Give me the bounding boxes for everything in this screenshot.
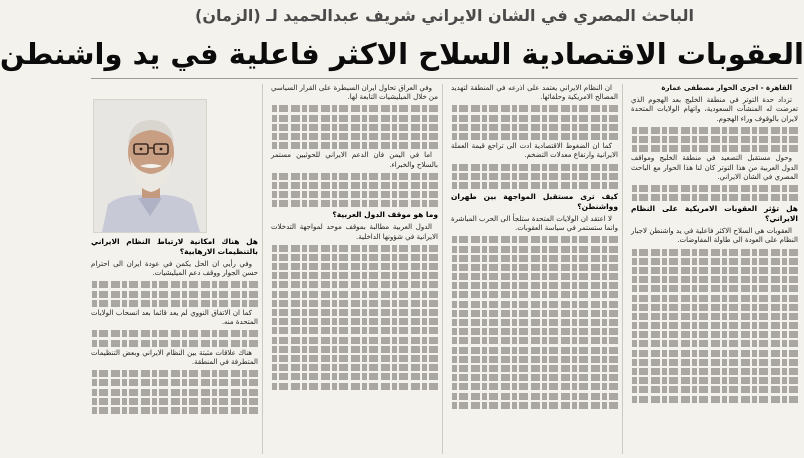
article-column-1 xyxy=(631,84,798,454)
text-line xyxy=(91,379,258,386)
text-line xyxy=(451,347,618,354)
text-line xyxy=(631,285,798,292)
text-line xyxy=(451,383,618,390)
text-line xyxy=(271,191,438,198)
text-line xyxy=(271,263,438,270)
paragraph: لا اعتقد ان الولايات المتحدة ستلجأ الى الحرب المباشرة وانما ستستمر في سياسة العقوبات. xyxy=(451,214,618,233)
paragraph: وفي العراق تحاول ايران السيطرة على القرار السياسي من خلال الميليشيات التابعة لها. xyxy=(271,84,438,102)
text-line xyxy=(451,319,618,326)
text-line xyxy=(451,236,618,243)
text-line xyxy=(451,255,618,262)
text-line xyxy=(451,374,618,381)
portrait-illustration xyxy=(94,100,206,232)
paragraph: العقوبات هي السلاح الاكثر فاعلية في يد واشنطن لاجبار النظام على العودة الى طاولة المفاوضات. xyxy=(631,227,798,245)
text-line xyxy=(631,340,798,347)
text-line xyxy=(91,330,258,337)
text-line xyxy=(451,164,618,171)
text-line xyxy=(631,276,798,283)
text-line xyxy=(451,173,618,180)
text-line xyxy=(451,310,618,317)
paragraph: تزداد حدة التوتر في منطقة الخليج بعد الهجوم الذي تعرضت له المنشآت السعودية، واتهام الولايات المتحدة لايران بالوقوف وراء الهجوم. xyxy=(631,96,798,123)
text-line xyxy=(631,322,798,329)
interview-question: هل تؤثر العقوبات الامريكية على النظام الايراني؟ xyxy=(631,204,798,224)
text-line xyxy=(631,185,798,192)
paragraph: وحول مستقبل التصعيد في منطقة الخليج ومواقف الدول العربية من هذا التوتر كان لنا هذا الحوار مع الباحث المصري في الشان الايراني. xyxy=(631,154,798,181)
text-line xyxy=(631,368,798,375)
text-line xyxy=(631,331,798,338)
text-line xyxy=(271,291,438,298)
text-line xyxy=(271,115,438,122)
paragraph: كما ان الضغوط الاقتصادية ادت الى تراجع قيمة العملة الايرانية وارتفاع معدلات التضخم. xyxy=(451,142,618,160)
text-line xyxy=(451,365,618,372)
text-line xyxy=(631,145,798,152)
text-line xyxy=(271,182,438,189)
text-line xyxy=(451,356,618,363)
text-line xyxy=(271,173,438,180)
interview-question: وما هو موقف الدول العربية؟ xyxy=(332,210,438,220)
text-line xyxy=(631,359,798,366)
text-line xyxy=(451,105,618,112)
text-line xyxy=(631,249,798,256)
paragraph: وفي رأيي ان الحل يكمن في عودة ايران الى احترام حسن الجوار ووقف دعم الميليشيات. xyxy=(91,260,258,278)
text-line xyxy=(271,346,438,353)
text-line xyxy=(91,389,258,396)
text-line xyxy=(631,313,798,320)
text-line xyxy=(91,340,258,347)
text-line xyxy=(271,105,438,112)
paragraph: هناك علاقات مثبتة بين النظام الايراني وبعض التنظيمات المتطرفة في المنطقة. xyxy=(91,348,258,366)
text-line xyxy=(91,300,258,307)
text-line xyxy=(271,200,438,207)
text-line xyxy=(271,355,438,362)
text-line xyxy=(631,295,798,302)
text-line xyxy=(271,364,438,371)
text-line xyxy=(631,396,798,403)
text-line xyxy=(451,124,618,131)
text-line xyxy=(271,300,438,307)
text-line xyxy=(91,398,258,405)
paragraph: اما في اليمن فان الدعم الايراني للحوثيين مستمر بالسلاح والخبراء. xyxy=(271,151,438,169)
article-column-3 xyxy=(271,84,443,454)
text-line xyxy=(271,327,438,334)
text-line xyxy=(631,350,798,357)
article-column-2 xyxy=(451,84,623,454)
interviewee-photo xyxy=(93,99,207,233)
text-line xyxy=(91,370,258,377)
text-line xyxy=(271,142,438,149)
text-line xyxy=(631,386,798,393)
text-line xyxy=(451,337,618,344)
text-line xyxy=(271,272,438,279)
text-line xyxy=(271,124,438,131)
headline-divider xyxy=(91,78,798,79)
paragraph: ان النظام الايراني يعتمد على اذرعه في المنطقة لتهديد المصالح الامريكية وحلفائها. xyxy=(451,84,618,102)
paragraph: الدول العربية مطالبة بموقف موحد لمواجهة التدخلات الايرانية في شؤونها الداخلية. xyxy=(271,223,438,241)
text-line xyxy=(271,309,438,316)
interview-question: هل هناك امكانية لارتباط النظام الايراني بالتنظيمات الارهابية؟ xyxy=(91,237,258,256)
text-line xyxy=(271,373,438,380)
text-line xyxy=(91,281,258,288)
text-line xyxy=(91,407,258,414)
text-line xyxy=(451,301,618,308)
text-line xyxy=(631,127,798,134)
text-line xyxy=(271,254,438,261)
article-byline: القاهرة - اجرى الحوار مصطفى عمارة xyxy=(661,84,792,92)
text-line xyxy=(451,282,618,289)
article-subtitle: الباحث المصري في الشان الايراني شريف عبدالحميد لـ (الزمان) xyxy=(195,6,694,25)
text-line xyxy=(631,267,798,274)
text-line xyxy=(451,273,618,280)
text-line xyxy=(451,182,618,189)
text-line xyxy=(271,281,438,288)
text-line xyxy=(451,133,618,140)
text-line xyxy=(631,194,798,201)
text-line xyxy=(271,383,438,390)
text-line xyxy=(271,245,438,252)
text-line xyxy=(631,136,798,143)
text-line xyxy=(631,304,798,311)
text-line xyxy=(451,264,618,271)
article-headline: العقوبات الاقتصادية السلاح الاكثر فاعلية في يد واشنطن xyxy=(0,37,804,71)
text-line xyxy=(451,246,618,253)
text-line xyxy=(271,133,438,140)
text-line xyxy=(451,291,618,298)
text-line xyxy=(451,402,618,409)
text-line xyxy=(271,337,438,344)
interview-question: كيف ترى مستقبل المواجهة بين طهران وواشنطن؟ xyxy=(451,191,618,211)
paragraph: كما ان الاتفاق النووي لم يعد قائما بعد انسحاب الولايات المتحدة منه. xyxy=(91,308,258,327)
text-line xyxy=(451,393,618,400)
text-line xyxy=(451,115,618,122)
text-line xyxy=(631,258,798,265)
text-line xyxy=(631,377,798,384)
text-line xyxy=(91,291,258,298)
text-line xyxy=(451,328,618,335)
text-line xyxy=(271,318,438,325)
